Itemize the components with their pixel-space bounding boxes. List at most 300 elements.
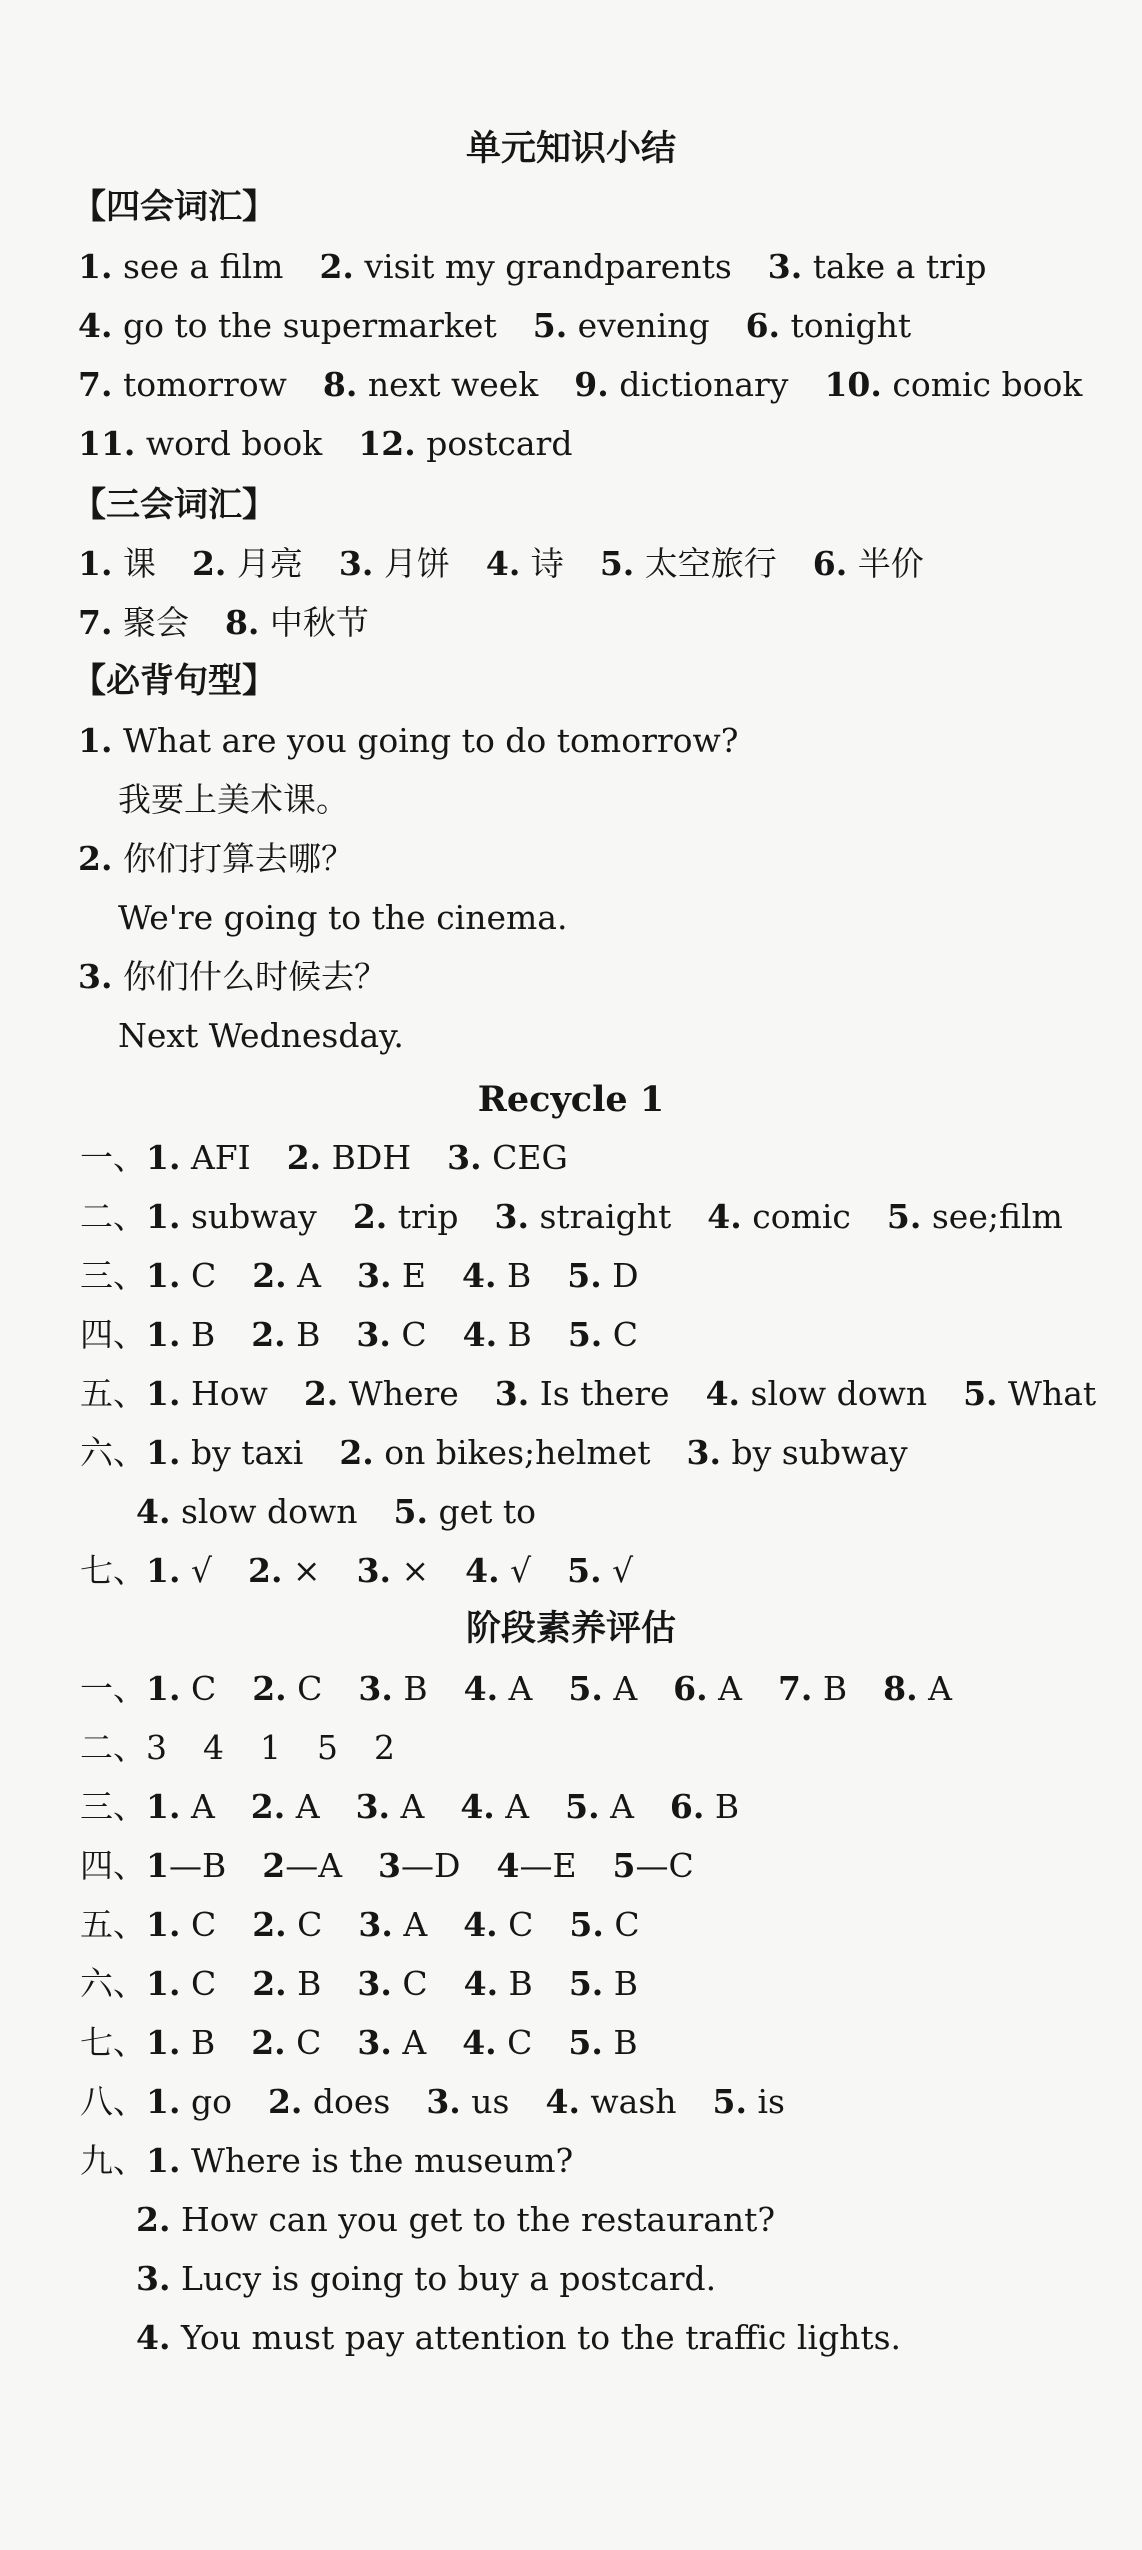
answer-item <box>192 534 303 593</box>
vocab3-heading: 【三会词汇】 <box>72 485 276 525</box>
vocab4-heading: 【四会词汇】 <box>72 187 276 227</box>
item-number: 4. <box>485 544 521 583</box>
item-text: C <box>180 1905 217 1944</box>
item-number: 4. <box>136 1492 171 1531</box>
item-number: 1. <box>78 721 113 760</box>
item-number: 2. <box>251 2023 286 2062</box>
item-number: 3. <box>356 1256 392 1295</box>
answer-item <box>963 1364 1096 1423</box>
item-number: 4. <box>462 1256 497 1295</box>
item-number: 3. <box>357 2023 392 2062</box>
answer-item <box>319 237 731 296</box>
answer-line <box>78 296 1142 355</box>
answer-item <box>568 1305 638 1364</box>
assessment-title: 阶段素养评估 <box>465 1609 676 1649</box>
sentence-answer <box>118 1006 1142 1065</box>
item-number: 1. <box>146 2023 181 2062</box>
item-text: by taxi <box>180 1433 304 1472</box>
item-text: C <box>180 1669 217 1708</box>
item-text: by subway <box>721 1433 908 1472</box>
item-text: B <box>285 1315 321 1354</box>
item-number: 4. <box>136 2318 171 2357</box>
answer-item <box>78 534 156 593</box>
item-text: A <box>286 1256 321 1295</box>
item-text: E <box>391 1256 427 1295</box>
item-number: 5. <box>393 1492 428 1531</box>
item-number: 5. <box>565 1787 600 1826</box>
item-text: Is there <box>529 1374 670 1413</box>
section-numeral: 六、 <box>80 1964 146 2003</box>
answer-item <box>323 355 538 414</box>
answer-item <box>465 1541 531 1600</box>
answer-item <box>394 1482 536 1541</box>
item-text: 太空旅行 <box>634 544 777 583</box>
item-number: 3. <box>426 2082 461 2121</box>
item-number: 1. <box>146 1374 181 1413</box>
answer-item <box>146 1895 216 1954</box>
answer-item <box>251 1305 320 1364</box>
answer-line <box>80 1718 1142 1777</box>
item-number: 2. <box>252 1905 287 1944</box>
answer-item <box>462 1246 531 1305</box>
item-number: 1. <box>146 1138 181 1177</box>
item-number: 4. <box>465 1551 500 1590</box>
section-numeral: 五、 <box>80 1905 146 1944</box>
item-number: 4. <box>463 1905 498 1944</box>
item-number: 3. <box>494 1374 530 1413</box>
answer-item <box>146 2131 573 2190</box>
answer-item <box>260 1718 281 1777</box>
answer-line <box>80 1423 1142 1482</box>
answer-item <box>464 1659 533 1718</box>
item-number: 2. <box>251 1315 286 1354</box>
item-text: 2 <box>374 1728 395 1767</box>
item-text: C <box>180 1964 217 2003</box>
item-text: —A <box>285 1846 343 1885</box>
answer-item <box>358 414 572 473</box>
item-number: 2. <box>286 1138 322 1177</box>
section-numeral: 二、 <box>80 1197 146 1236</box>
answer-item <box>495 1364 670 1423</box>
answer-item <box>495 1187 672 1246</box>
item-number: 5. <box>567 1256 602 1295</box>
answer-item <box>357 1954 427 2013</box>
item-number: 11. <box>78 424 136 463</box>
item-text: 4 <box>203 1728 224 1767</box>
item-text: go to the supermarket <box>112 306 497 345</box>
item-text: straight <box>528 1197 672 1236</box>
item-text: 诗 <box>520 544 564 583</box>
item-text: slow down <box>740 1374 928 1413</box>
item-text: 课 <box>112 544 156 583</box>
item-text: C <box>180 1256 217 1295</box>
answer-item <box>447 1128 568 1187</box>
item-text: What <box>997 1374 1097 1413</box>
item-number: 4. <box>463 1964 499 2003</box>
item-number: 7. <box>78 365 113 404</box>
answer-item <box>574 355 788 414</box>
answer-item <box>78 296 497 355</box>
answer-line <box>80 2013 1142 2072</box>
answer-item <box>824 355 1082 414</box>
item-number: 3. <box>78 957 113 996</box>
item-text: —B <box>168 1846 227 1885</box>
answer-item <box>533 296 710 355</box>
item-number: 3. <box>136 2259 171 2298</box>
item-text: AFI <box>180 1138 251 1177</box>
answer-line <box>78 237 1142 296</box>
answer-item <box>353 1187 459 1246</box>
item-number: 2. <box>339 1433 374 1472</box>
answer-item <box>567 1246 638 1305</box>
item-text: C <box>497 1905 534 1944</box>
answer-item <box>78 355 287 414</box>
item-number: 2. <box>191 544 227 583</box>
sentence-text: What are you going to do tomorrow? <box>112 721 739 760</box>
section-numeral: 七、 <box>80 1551 146 1590</box>
item-text: C <box>391 1964 428 2003</box>
item-number: 5. <box>599 544 635 583</box>
item-text: subway <box>180 1197 317 1236</box>
item-number: 3. <box>358 1669 393 1708</box>
answer-item <box>568 1659 637 1718</box>
item-text: tonight <box>780 306 912 345</box>
sentence-answer <box>118 770 1142 829</box>
item-text: A <box>390 1787 425 1826</box>
answer-item <box>569 1895 639 1954</box>
answer-item <box>706 1364 928 1423</box>
answer-line <box>80 1364 1142 1423</box>
item-text: How <box>180 1374 268 1413</box>
item-number: 5 <box>612 1846 636 1885</box>
item-number: 4. <box>545 2082 580 2121</box>
item-number: 5. <box>568 1669 603 1708</box>
answer-item <box>304 1364 459 1423</box>
item-text: 3 <box>146 1728 167 1767</box>
item-text: Where is the museum? <box>180 2141 574 2180</box>
item-number: 2. <box>303 1374 339 1413</box>
item-text: B <box>812 1669 848 1708</box>
item-text: Lucy is going to buy a postcard. <box>170 2259 717 2298</box>
item-number: 3. <box>494 1197 529 1236</box>
item-text: B <box>180 2023 216 2062</box>
answer-item <box>746 296 912 355</box>
item-text: C <box>390 1315 427 1354</box>
item-text: —E <box>519 1846 577 1885</box>
answer-item <box>778 1659 847 1718</box>
item-text: slow down <box>170 1492 358 1531</box>
item-number: 4. <box>462 1315 498 1354</box>
answer-item <box>378 1836 460 1895</box>
item-number: 5. <box>568 2023 603 2062</box>
answer-item <box>146 1246 216 1305</box>
item-number: 1. <box>146 1256 181 1295</box>
item-text: wash <box>579 2082 677 2121</box>
item-number: 2. <box>250 1787 286 1826</box>
answer-line <box>80 1659 1142 1718</box>
item-number: 2. <box>247 1551 283 1590</box>
answer-item <box>673 1659 742 1718</box>
answer-item <box>600 534 777 593</box>
item-text: D <box>601 1256 639 1295</box>
answer-item <box>146 1777 215 1836</box>
item-number: 4. <box>463 1669 499 1708</box>
answer-line <box>80 1895 1142 1954</box>
answer-line <box>136 1482 1142 1541</box>
item-text: 半价 <box>847 544 924 583</box>
answer-item <box>78 237 283 296</box>
item-number: 1. <box>146 1551 181 1590</box>
item-text: evening <box>567 306 710 345</box>
item-number: 3. <box>686 1433 721 1472</box>
answer-item <box>813 534 924 593</box>
item-text: 月饼 <box>373 544 450 583</box>
answer-item <box>203 1718 224 1777</box>
item-text: —C <box>635 1846 694 1885</box>
item-text: on bikes;helmet <box>373 1433 651 1472</box>
item-text: C <box>285 2023 322 2062</box>
answer-item <box>78 593 189 652</box>
item-text: C <box>602 1315 639 1354</box>
item-text: B <box>603 1964 639 2003</box>
item-text: see a film <box>112 247 284 286</box>
item-text: B <box>392 1669 428 1708</box>
item-number: 5. <box>712 2082 747 2121</box>
item-text: A <box>917 1669 952 1708</box>
item-text: C <box>603 1905 640 1944</box>
item-text: trip <box>387 1197 459 1236</box>
item-text: comic <box>741 1197 851 1236</box>
answer-item <box>251 2013 321 2072</box>
answer-item <box>357 2013 426 2072</box>
item-number: 10. <box>824 365 882 404</box>
recycle-title: Recycle 1 <box>477 1079 665 1120</box>
item-number: 3. <box>447 1138 482 1177</box>
answer-item <box>713 2072 785 2131</box>
answer-line <box>80 1128 1142 1187</box>
item-text: × <box>282 1551 321 1590</box>
section-numeral: 六、 <box>80 1433 146 1472</box>
item-number: 1. <box>146 1905 181 1944</box>
item-number: 12. <box>358 424 416 463</box>
item-text: A <box>599 1787 634 1826</box>
answer-item <box>136 2308 901 2367</box>
item-number: 8. <box>883 1669 918 1708</box>
item-number: 3. <box>355 1787 391 1826</box>
answer-item <box>339 534 450 593</box>
item-number: 5. <box>567 1551 602 1590</box>
answer-item <box>464 1954 533 2013</box>
answer-item <box>357 1246 426 1305</box>
sentence-answer <box>118 888 1142 947</box>
item-text: C <box>286 1669 323 1708</box>
answer-item <box>268 2072 390 2131</box>
answer-item <box>463 1305 532 1364</box>
item-number: 4. <box>460 1787 495 1826</box>
answer-item <box>146 1954 216 2013</box>
item-text: BDH <box>321 1138 412 1177</box>
item-number: 4. <box>707 1197 742 1236</box>
item-text: see;film <box>921 1197 1063 1236</box>
answer-line <box>78 534 1142 593</box>
item-number: 2. <box>252 1964 287 2003</box>
sentence-text: 你们什么时候去？ <box>112 957 387 996</box>
answer-line <box>80 1777 1142 1836</box>
item-text: 5 <box>317 1728 338 1767</box>
item-number: 5. <box>569 1905 604 1944</box>
item-text: us <box>460 2082 510 2121</box>
item-text: A <box>602 1669 638 1708</box>
item-number: 2. <box>352 1197 388 1236</box>
answer-item <box>374 1718 395 1777</box>
item-number: 1. <box>146 2082 181 2121</box>
item-number: 3. <box>356 1315 391 1354</box>
answer-line <box>80 1954 1142 2013</box>
answer-item <box>136 2190 775 2249</box>
answer-item <box>463 1895 533 1954</box>
answer-item <box>146 1364 268 1423</box>
answer-item <box>225 593 369 652</box>
answer-item <box>460 1777 529 1836</box>
item-text: visit my grandparents <box>353 247 732 286</box>
answer-item <box>252 1246 321 1305</box>
item-number: 2. <box>78 839 113 878</box>
item-text: B <box>602 2023 638 2062</box>
item-text: is <box>747 2082 785 2121</box>
answer-item <box>146 1128 251 1187</box>
answer-item <box>248 1541 321 1600</box>
sentences-heading: 【必背句型】 <box>72 661 276 701</box>
section-numeral: 三、 <box>80 1787 146 1826</box>
answer-item <box>136 2249 716 2308</box>
answer-item <box>251 1777 320 1836</box>
item-text: A <box>494 1787 530 1826</box>
item-text: A <box>392 1905 428 1944</box>
answer-item <box>146 1187 317 1246</box>
answer-item <box>496 1836 576 1895</box>
item-number: 3. <box>767 247 803 286</box>
item-text: × <box>391 1551 430 1590</box>
answer-line <box>80 2072 1142 2131</box>
item-text: get to <box>427 1492 537 1531</box>
item-text: comic book <box>881 365 1083 404</box>
answer-line <box>80 1246 1142 1305</box>
section-numeral: 七、 <box>80 2023 146 2062</box>
item-text: A <box>285 1787 320 1826</box>
item-text: —D <box>401 1846 461 1885</box>
item-number: 5. <box>963 1374 998 1413</box>
sentence-question <box>78 829 1142 888</box>
item-text: postcard <box>415 424 573 463</box>
item-text: A <box>498 1669 533 1708</box>
item-number: 1. <box>146 1315 181 1354</box>
item-text: dictionary <box>608 365 789 404</box>
item-text: 月亮 <box>226 544 303 583</box>
item-number: 2. <box>136 2200 171 2239</box>
answer-item <box>357 1541 430 1600</box>
item-text: B <box>704 1787 740 1826</box>
section-numeral: 八、 <box>80 2082 146 2121</box>
item-number: 2. <box>267 2082 303 2121</box>
answer-item <box>887 1187 1063 1246</box>
item-number: 1. <box>146 2141 181 2180</box>
answer-item <box>462 2013 532 2072</box>
item-number: 6. <box>673 1669 708 1708</box>
item-text: CEG <box>481 1138 568 1177</box>
answer-item <box>569 1954 638 2013</box>
item-text: B <box>180 1315 216 1354</box>
answer-line <box>80 2131 1142 2190</box>
item-number: 1. <box>78 544 113 583</box>
sentence-text: Next Wednesday. <box>118 1016 404 1055</box>
item-text: tomorrow <box>112 365 287 404</box>
item-text: √ <box>180 1551 212 1590</box>
answer-item <box>146 1423 303 1482</box>
item-text: word book <box>135 424 323 463</box>
section-numeral: 三、 <box>80 1256 146 1295</box>
sentence-text: 我要上美术课。 <box>118 780 349 819</box>
item-text: √ <box>499 1551 532 1590</box>
item-number: 6. <box>812 544 848 583</box>
answer-line <box>80 1187 1142 1246</box>
answer-item <box>565 1777 634 1836</box>
answer-line <box>136 2249 1142 2308</box>
answer-line <box>78 355 1142 414</box>
answer-item <box>339 1423 650 1482</box>
section-numeral: 九、 <box>80 2141 146 2180</box>
answer-item <box>883 1659 952 1718</box>
answer-line <box>78 593 1142 652</box>
item-text: 中秋节 <box>259 603 369 642</box>
answer-line <box>80 1541 1142 1600</box>
item-number: 3 <box>378 1846 402 1885</box>
item-number: 5. <box>568 1964 604 2003</box>
item-text: does <box>302 2082 391 2121</box>
answer-item <box>252 1954 321 2013</box>
item-text: C <box>286 1905 323 1944</box>
item-number: 1. <box>146 1964 181 2003</box>
item-number: 1 <box>146 1846 169 1885</box>
section-numeral: 四、 <box>80 1315 146 1354</box>
item-text: take a trip <box>802 247 987 286</box>
item-number: 2. <box>252 1669 287 1708</box>
answer-item <box>358 1895 427 1954</box>
answer-line <box>136 2190 1142 2249</box>
answer-item <box>146 1836 226 1895</box>
item-number: 7. <box>777 1669 813 1708</box>
item-text: A <box>391 2023 427 2062</box>
item-number: 6. <box>669 1787 705 1826</box>
answer-item <box>262 1836 342 1895</box>
answer-item <box>486 534 564 593</box>
sentence-question <box>78 947 1142 1006</box>
item-text: A <box>180 1787 215 1826</box>
answer-item <box>670 1777 739 1836</box>
item-number: 3. <box>338 544 374 583</box>
item-number: 4. <box>705 1374 741 1413</box>
sentence-text: 你们打算去哪？ <box>112 839 354 878</box>
item-number: 1. <box>78 247 113 286</box>
item-number: 5. <box>567 1315 603 1354</box>
item-number: 9. <box>574 365 609 404</box>
answer-line <box>78 414 1142 473</box>
item-number: 1. <box>146 1669 181 1708</box>
answer-line <box>136 2308 1142 2367</box>
item-number: 4. <box>462 2023 497 2062</box>
answer-item <box>358 1659 427 1718</box>
item-text: B <box>496 1256 532 1295</box>
item-number: 2 <box>262 1846 286 1885</box>
